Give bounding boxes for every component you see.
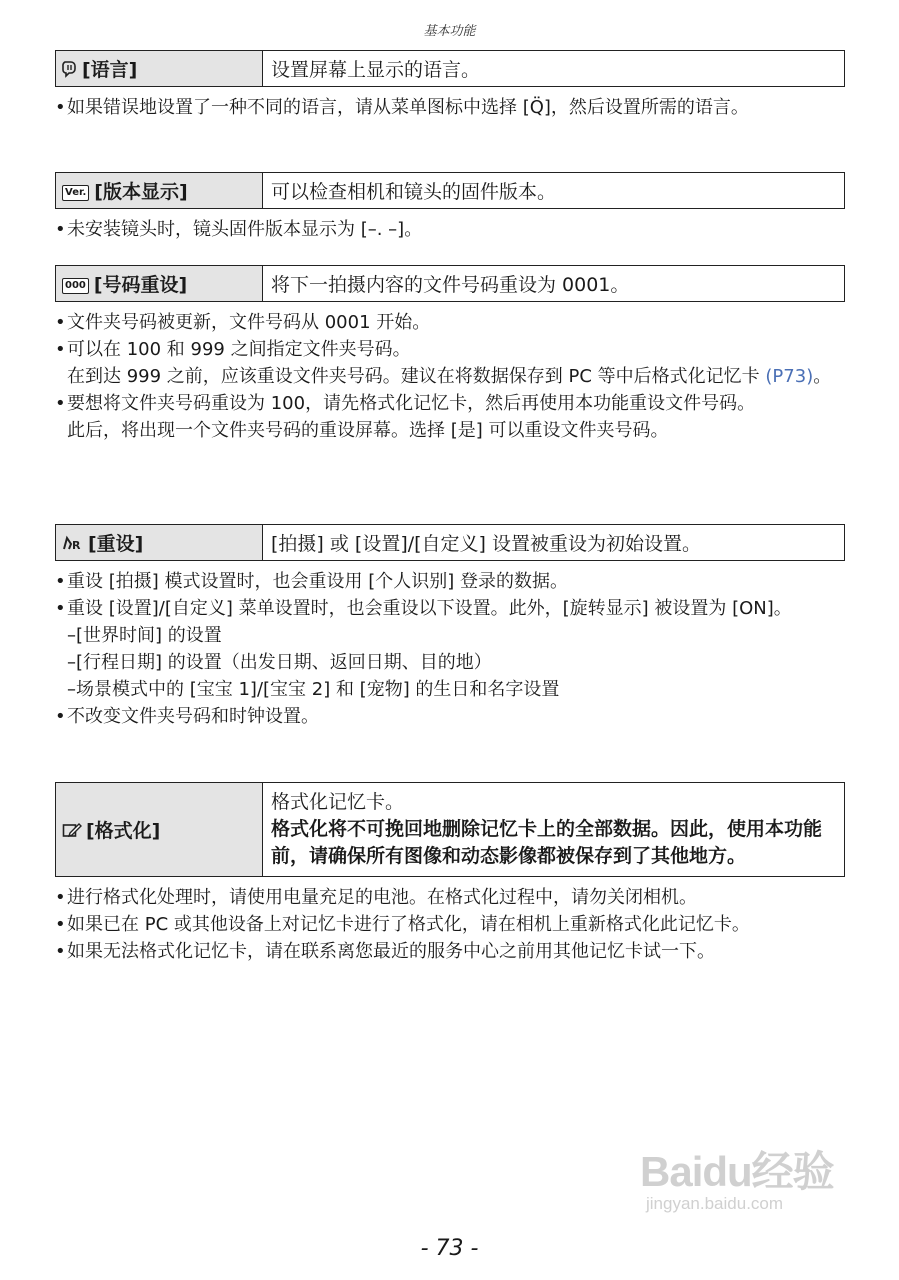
- note-item: •文件夹号码被更新，文件号码从 0001 开始。: [55, 312, 431, 333]
- note-item: •如果已在 PC 或其他设备上对记忆卡进行了格式化，请在相机上重新格式化此记忆卡。: [55, 914, 750, 935]
- setting-table-number-reset: [55, 265, 845, 302]
- note-text: 此后，将出现一个文件夹号码的重设屏幕。选择 [是] 可以重设文件夹号码。: [67, 420, 669, 441]
- note-text: 未安装镜头时，镜头固件版本显示为 [–. –]。: [67, 219, 423, 240]
- setting-description: [拍摄] 或 [设置]/[自定义] 设置被重设为初始设置。: [263, 525, 845, 561]
- setting-description: 将下一拍摄内容的文件号码重设为 0001。: [263, 266, 845, 302]
- baidu-watermark: [640, 1150, 860, 1230]
- format-icon: [62, 822, 82, 841]
- note-item: •如果无法格式化记忆卡，请在联系离您最近的服务中心之前用其他记忆卡试一下。: [55, 941, 715, 962]
- page-number: - 73 -: [420, 1236, 479, 1261]
- setting-table-language: [55, 50, 845, 87]
- setting-label: [格式化]: [86, 820, 161, 842]
- note-item: •不改变文件夹号码和时钟设置。: [55, 706, 319, 727]
- note-item: •重设 [拍摄] 模式设置时，也会重设用 [个人识别] 登录的数据。: [55, 571, 568, 592]
- setting-description: 设置屏幕上显示的语言。: [263, 51, 845, 87]
- setting-label-cell: [56, 173, 263, 209]
- setting-label: [号码重设]: [93, 274, 188, 296]
- note-text: 重设 [拍摄] 模式设置时，也会重设用 [个人识别] 登录的数据。: [67, 571, 568, 592]
- note-text: –场景模式中的 [宝宝 1]/[宝宝 2] 和 [宠物] 的生日和名字设置: [67, 679, 560, 700]
- note-sub-item: [55, 622, 845, 649]
- note-text: –[行程日期] 的设置（出发日期、返回日期、目的地）: [67, 652, 492, 673]
- setting-label: [语言]: [82, 59, 138, 81]
- watermark-logo: Baidu经验: [640, 1148, 834, 1195]
- note-text: 要想将文件夹号码重设为 100，请先格式化记忆卡，然后再使用本功能重设文件号码。: [67, 393, 756, 414]
- note-text: 在到达 999 之前，应该重设文件夹号码。建议在将数据保存到 PC 等中后格式化记忆卡: [67, 366, 760, 387]
- note-text: 可以在 100 和 999 之间指定文件夹号码。: [67, 339, 411, 360]
- setting-table-format: [55, 782, 845, 877]
- note-text: 重设 [设置]/[自定义] 菜单设置时，也会重设以下设置。此外，[旋转显示] 被设置为 [ON]。: [67, 598, 792, 619]
- page-header-title: 基本功能: [423, 24, 476, 39]
- note-text: 如果已在 PC 或其他设备上对记忆卡进行了格式化，请在相机上重新格式化此记忆卡。: [67, 914, 750, 935]
- version-icon: Ver.: [62, 185, 89, 201]
- note-continuation: [55, 417, 845, 444]
- section-format: [55, 782, 845, 965]
- setting-description: 可以检查相机和镜头的固件版本。: [263, 173, 845, 209]
- number-reset-icon: 000: [62, 278, 89, 294]
- notes-list: [55, 216, 845, 243]
- setting-label-cell: [56, 266, 263, 302]
- notes-list: [55, 884, 845, 965]
- note-text: 不改变文件夹号码和时钟设置。: [67, 706, 319, 727]
- note-item: •未安装镜头时，镜头固件版本显示为 [–. –]。: [55, 219, 423, 240]
- reset-icon: [62, 535, 84, 554]
- note-sub-item: [55, 676, 845, 703]
- setting-label: [版本显示]: [94, 181, 188, 203]
- description-line: 格式化记忆卡。: [271, 791, 405, 813]
- setting-label: [重设]: [88, 533, 144, 555]
- warning-text: 格式化将不可挽回地删除记忆卡上的全部数据。因此，使用本功能前，请确保所有图像和动态影像都被保存到了其他地方。: [271, 818, 823, 867]
- note-text: 文件夹号码被更新，文件号码从 0001 开始。: [67, 312, 431, 333]
- svg-text:R: R: [72, 539, 81, 551]
- note-item: •进行格式化处理时，请使用电量充足的电池。在格式化过程中，请勿关闭相机。: [55, 887, 697, 908]
- setting-label-cell: [56, 51, 263, 87]
- note-item: •要想将文件夹号码重设为 100，请先格式化记忆卡，然后再使用本功能重设文件号码。: [55, 393, 756, 414]
- note-text: 如果无法格式化记忆卡，请在联系离您最近的服务中心之前用其他记忆卡试一下。: [67, 941, 715, 962]
- section-number-reset: [55, 265, 845, 444]
- language-icon: [62, 60, 78, 81]
- setting-label-cell: [56, 525, 263, 561]
- notes-list: [55, 568, 845, 730]
- note-text: 。: [813, 366, 832, 387]
- section-reset: [55, 524, 845, 730]
- page-link-p73[interactable]: (P73): [765, 366, 814, 387]
- note-text: 如果错误地设置了一种不同的语言，请从菜单图标中选择 [Q̈]，然后设置所需的语言。: [67, 97, 749, 118]
- section-version: [55, 172, 845, 243]
- notes-list: [55, 94, 845, 121]
- note-text: –[世界时间] 的设置: [67, 625, 222, 646]
- setting-description: [263, 783, 845, 877]
- section-language: [55, 50, 845, 121]
- note-continuation: [55, 363, 845, 390]
- setting-label-cell: [56, 783, 263, 877]
- watermark-url: jingyan.baidu.com: [646, 1194, 784, 1213]
- note-item: •重设 [设置]/[自定义] 菜单设置时，也会重设以下设置。此外，[旋转显示] 被设置为 [ON]。: [55, 598, 792, 619]
- setting-table-reset: [55, 524, 845, 561]
- note-sub-item: [55, 649, 845, 676]
- note-item: •可以在 100 和 999 之间指定文件夹号码。: [55, 339, 411, 360]
- notes-list: [55, 309, 845, 444]
- note-item: •如果错误地设置了一种不同的语言，请从菜单图标中选择 [Q̈]，然后设置所需的语言。: [55, 97, 749, 118]
- note-text: 进行格式化处理时，请使用电量充足的电池。在格式化过程中，请勿关闭相机。: [67, 887, 697, 908]
- setting-table-version: [55, 172, 845, 209]
